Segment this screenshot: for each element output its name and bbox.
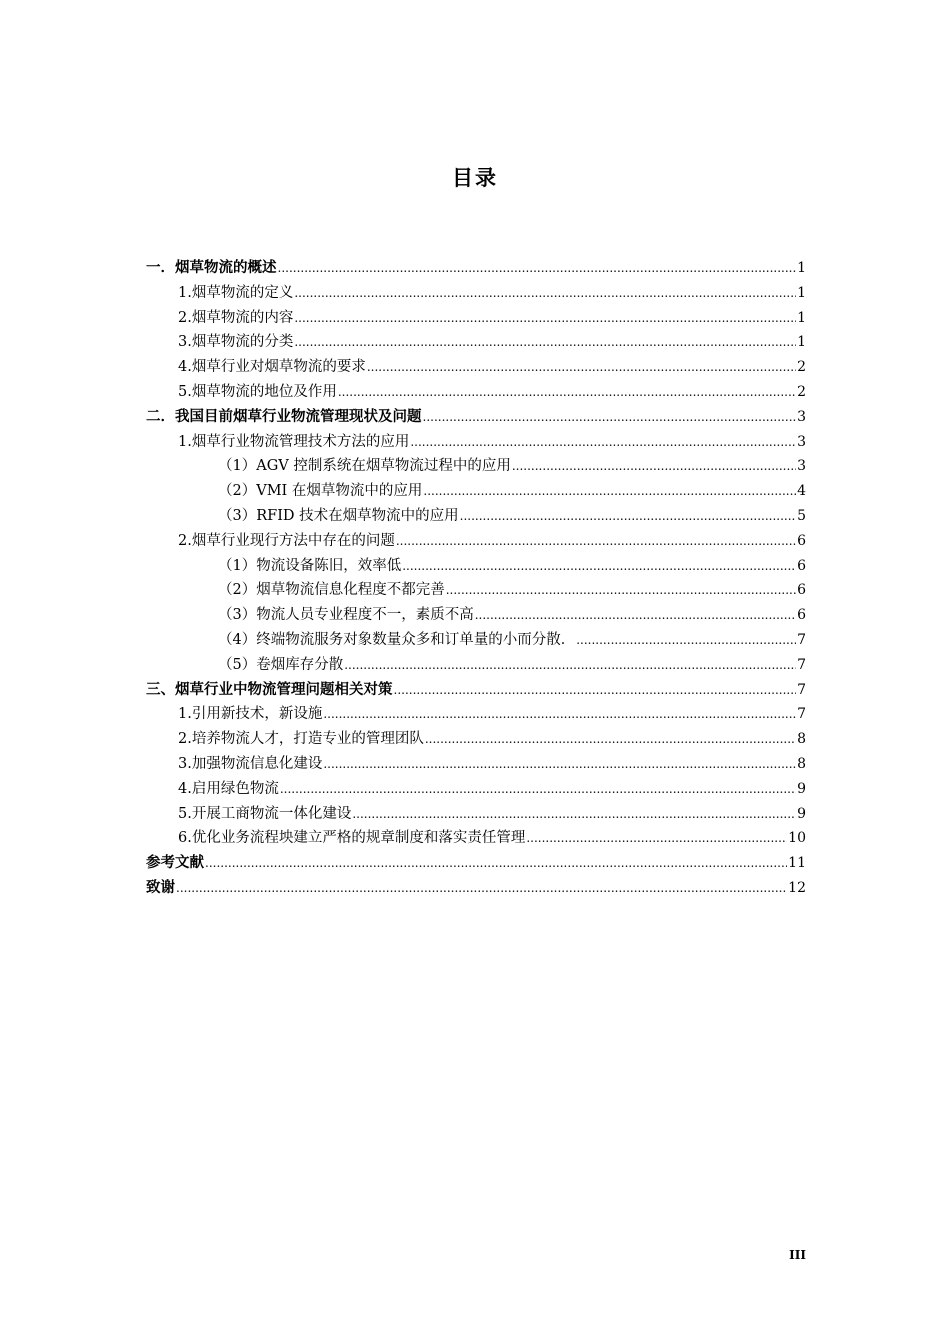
toc-entry-page-number: 7 [797,656,806,673]
toc-entry-page-number: 3 [797,433,806,450]
toc-entry[interactable] [146,355,806,380]
toc-entry-page-number: 1 [797,309,806,326]
dot-leader [294,306,796,331]
toc-entry-page-number: 8 [797,755,806,772]
dot-leader [280,777,796,802]
toc-entry-page-number: 3 [797,458,806,475]
toc-entry-text: 2.烟草行业现行方法中存在的问题 [178,532,395,549]
dot-leader [294,281,796,306]
toc-entry-text: 2.培养物流人才，打造专业的管理团队 [178,731,424,748]
toc-entry[interactable] [146,454,806,479]
toc-entry[interactable] [146,306,806,331]
toc-entry[interactable] [146,330,806,355]
toc-entry-text: 参考文献 [146,855,204,872]
dot-leader [512,454,796,479]
toc-entry-text: 1.引用新技术，新设施 [178,706,323,723]
toc-entry-text: 2.烟草物流的内容 [178,309,294,326]
toc-entry-text: 一．烟草物流的概述 [146,260,277,276]
dot-leader [475,603,796,628]
toc-entry[interactable] [146,256,806,281]
toc-entry[interactable] [146,628,806,653]
toc-entry-text: 4.烟草行业对烟草物流的要求 [178,359,366,376]
toc-entry[interactable] [146,851,806,876]
toc-entry-text: 5.开展工商物流一体化建设 [178,805,352,822]
toc-entry[interactable] [146,529,806,554]
toc-entry[interactable] [146,603,806,628]
dot-leader [338,380,796,405]
toc-entry-page-number: 1 [797,284,806,301]
toc-entry-page-number: 6 [797,532,806,549]
dot-leader [423,479,796,504]
toc-entry-page-number: 9 [797,780,806,797]
toc-entry-page-number: 9 [797,805,806,822]
toc-entry-page-number: 7 [797,631,806,648]
toc-entry[interactable] [146,504,806,529]
toc-entry-page-number: 12 [788,879,806,896]
toc-entry-page-number: 1 [797,334,806,351]
dot-leader [294,330,796,355]
toc-entry-page-number: 3 [797,408,806,425]
toc-entry-text: 3.加强物流信息化建设 [178,755,323,772]
toc-entry-text: （1）AGV 控制系统在烟草物流过程中的应用 [218,458,511,475]
toc-entry[interactable] [146,752,806,777]
dot-leader [526,826,787,851]
toc-entry-page-number: 10 [788,830,806,847]
dot-leader [460,504,796,529]
toc-entry[interactable] [146,876,806,901]
toc-entry[interactable] [146,554,806,579]
toc-entry-page-number: 8 [797,731,806,748]
toc-entry-page-number: 4 [797,483,806,500]
dot-leader [394,678,797,703]
toc-entry-page-number: 11 [788,855,806,872]
toc-entry-text: 二．我国目前烟草行业物流管理现状及问题 [146,408,422,425]
toc-entry-text: 1.烟草行业物流管理技术方法的应用 [178,433,410,450]
dot-leader [396,529,796,554]
toc-entry-text: （3）物流人员专业程度不一，素质不高 [218,607,474,624]
toc-entry-page-number: 7 [797,681,806,698]
toc-entry-text: （1）物流设备陈旧，效率低 [218,557,402,574]
toc-entry-text: （3）RFID 技术在烟草物流中的应用 [218,507,459,524]
dot-leader [323,752,796,777]
toc-entry[interactable] [146,578,806,603]
toc-entry[interactable] [146,405,806,430]
dot-leader [278,256,797,281]
toc-entry-page-number: 6 [797,582,806,599]
toc-entry[interactable] [146,702,806,727]
toc-entry-page-number: 2 [797,383,806,400]
toc-entry-text: （2）烟草物流信息化程度不都完善 [218,582,445,599]
toc-entry-page-number: 2 [797,359,806,376]
table-of-contents [146,256,806,901]
toc-entry-text: 1.烟草物流的定义 [178,284,294,301]
dot-leader [410,430,796,455]
toc-entry-text: 4.启用绿色物流 [178,780,279,797]
toc-entry-text: 三、烟草行业中物流管理问题相关对策 [146,681,393,698]
toc-entry[interactable] [146,802,806,827]
toc-entry[interactable] [146,380,806,405]
toc-entry[interactable] [146,678,806,703]
toc-entry-text: 致谢 [146,879,175,896]
toc-entry-page-number: 6 [797,557,806,574]
dot-leader [205,851,787,876]
dot-leader [446,578,796,603]
footer-page-number: III [789,1248,806,1262]
toc-entry-text: （4）终端物流服务对象数量众多和订单量的小而分散． [218,631,576,648]
toc-entry-text: 3.烟草物流的分类 [178,334,294,351]
toc-entry[interactable] [146,430,806,455]
toc-entry-text: 6.优化业务流程坱建立严格的规章制度和落实责任管理 [178,830,526,847]
dot-leader [402,554,796,579]
dot-leader [352,802,796,827]
toc-entry[interactable] [146,479,806,504]
toc-entry[interactable] [146,727,806,752]
toc-entry[interactable] [146,653,806,678]
dot-leader [367,355,796,380]
dot-leader [344,653,796,678]
dot-leader [425,727,796,752]
dot-leader [176,876,787,901]
toc-entry[interactable] [146,826,806,851]
toc-entry-text: （5）卷烟库存分散 [218,656,344,673]
dot-leader [423,405,797,430]
toc-entry-text: 5.烟草物流的地位及作用 [178,383,337,400]
dot-leader [576,628,796,653]
toc-entry[interactable] [146,281,806,306]
toc-entry-page-number: 6 [797,607,806,624]
toc-entry-text: （2）VMI 在烟草物流中的应用 [218,483,423,500]
toc-entry-page-number: 1 [797,260,806,276]
dot-leader [323,702,796,727]
toc-title: 目录 [452,166,498,190]
toc-entry-page-number: 5 [797,507,806,524]
toc-entry[interactable] [146,777,806,802]
toc-entry-page-number: 7 [797,706,806,723]
